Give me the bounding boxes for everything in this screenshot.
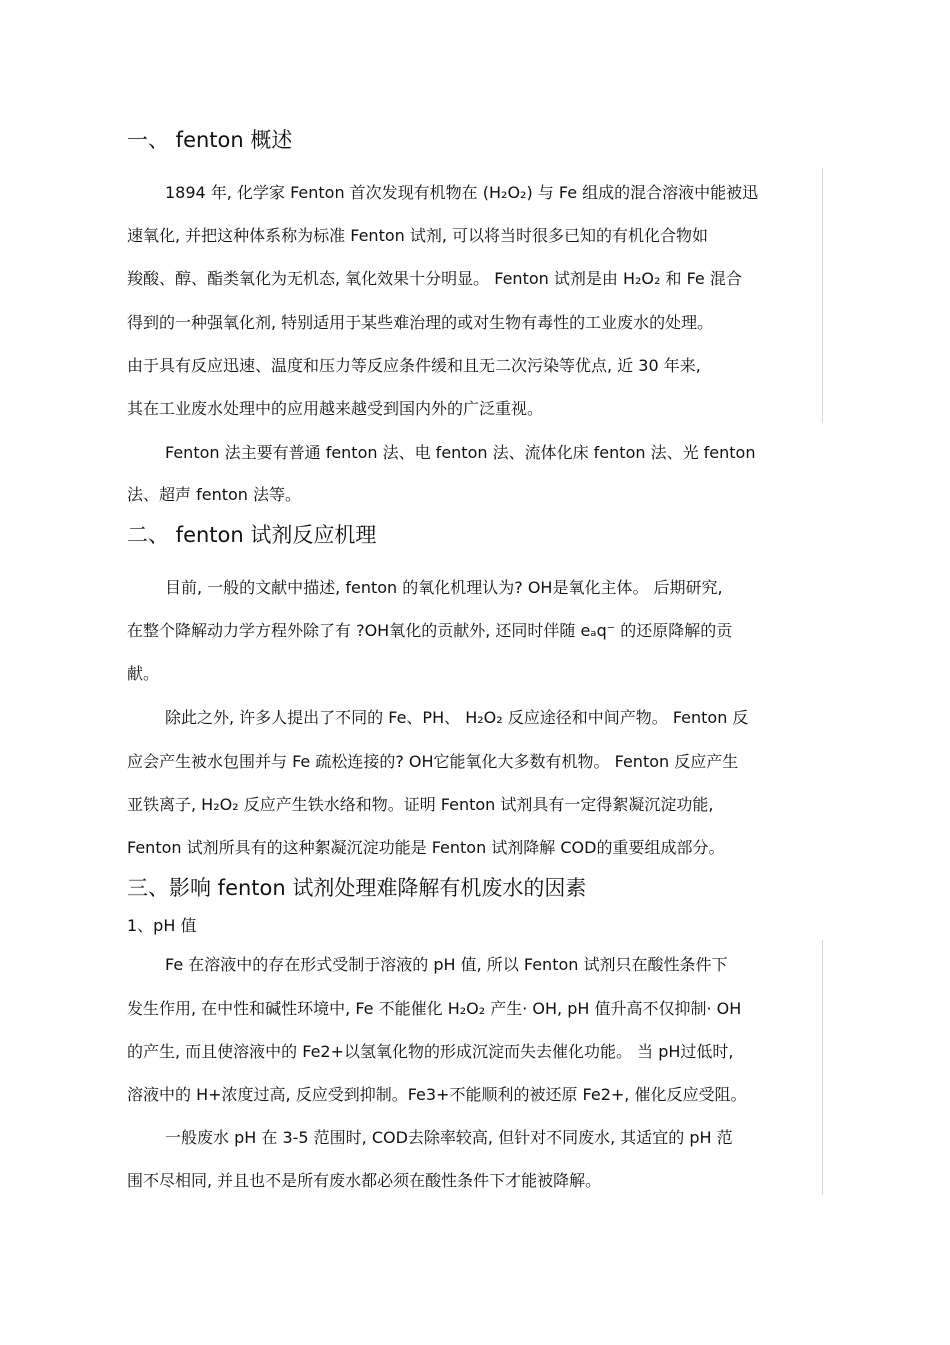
paragraph-line: 速氧化, 并把这种体系称为标准 Fenton 试剂, 可以将当时很多已知的有机化合物如 (127, 226, 709, 245)
right-margin-rule (822, 168, 823, 423)
section-heading-factors: 三、影响 fenton 试剂处理难降解有机废水的因素 (127, 876, 587, 900)
paragraph-line: 围不尽相同, 并且也不是所有废水都必须在酸性条件下才能被降解。 (127, 1171, 602, 1190)
paragraph-line: 溶液中的 H+浓度过高, 反应受到抑制。Fe3+不能顺利的被还原 Fe2+, 催化反应受阻。 (127, 1085, 747, 1104)
paragraph-line: 在整个降解动力学方程外除了有 ?OH氧化的贡献外, 还同时伴随 eₐq⁻ 的还原降解的贡 (127, 621, 733, 640)
paragraph-line: 应会产生被水包围并与 Fe 疏松连接的? OH它能氧化大多数有机物。 Fenton 反应产生 (127, 752, 739, 771)
paragraph-line: 献。 (127, 664, 160, 683)
paragraph-line: 目前, 一般的文献中描述, fenton 的氧化机理认为? OH是氧化主体。 后期研究, (165, 578, 723, 597)
paragraph-line: 发生作用, 在中性和碱性环境中, Fe 不能催化 H₂O₂ 产生· OH, pH 值升高不仅抑制· OH (127, 999, 742, 1018)
right-margin-rule (822, 940, 823, 1195)
paragraph-line: 得到的一种强氧化剂, 特别适用于某些难治理的或对生物有毒性的工业废水的处理。 (127, 313, 714, 332)
paragraph-line: 一般废水 pH 在 3-5 范围时, COD去除率较高, 但针对不同废水, 其适宜的 pH 范 (165, 1128, 733, 1147)
section-heading-mechanism: 二、 fenton 试剂反应机理 (127, 523, 377, 547)
section-heading-overview: 一、 fenton 概述 (127, 128, 293, 152)
paragraph-line: 羧酸、醇、酯类氧化为无机态, 氧化效果十分明显。 Fenton 试剂是由 H₂O₂ 和 Fe 混合 (127, 269, 742, 288)
paragraph-line: 由于具有反应迅速、温度和压力等反应条件缓和且无二次污染等优点, 近 30 年来, (127, 356, 701, 375)
paragraph-line: 1894 年, 化学家 Fenton 首次发现有机物在 (H₂O₂) 与 Fe 组成的混合溶液中能被迅 (165, 183, 759, 202)
paragraph-line: 的产生, 而且使溶液中的 Fe2+以氢氧化物的形成沉淀而失去催化功能。 当 pH过低时, (127, 1042, 734, 1061)
paragraph-line: 法、超声 fenton 法等。 (127, 485, 301, 504)
paragraph-line: 其在工业废水处理中的应用越来越受到国内外的广泛重视。 (127, 399, 544, 418)
paragraph-line: 除此之外, 许多人提出了不同的 Fe、PH、 H₂O₂ 反应途径和中间产物。 Fenton 反 (165, 708, 749, 727)
paragraph-line: Fenton 法主要有普通 fenton 法、电 fenton 法、流体化床 fenton 法、光 fenton (165, 443, 756, 462)
subsection-heading-ph: 1、pH 值 (127, 916, 197, 935)
paragraph-line: 亚铁离子, H₂O₂ 反应产生铁水络和物。证明 Fenton 试剂具有一定得絮凝沉淀功能, (127, 795, 714, 814)
paragraph-line: Fe 在溶液中的存在形式受制于溶液的 pH 值, 所以 Fenton 试剂只在酸性条件下 (165, 955, 728, 974)
paragraph-line: Fenton 试剂所具有的这种絮凝沉淀功能是 Fenton 试剂降解 COD的重要组成部分。 (127, 838, 725, 857)
